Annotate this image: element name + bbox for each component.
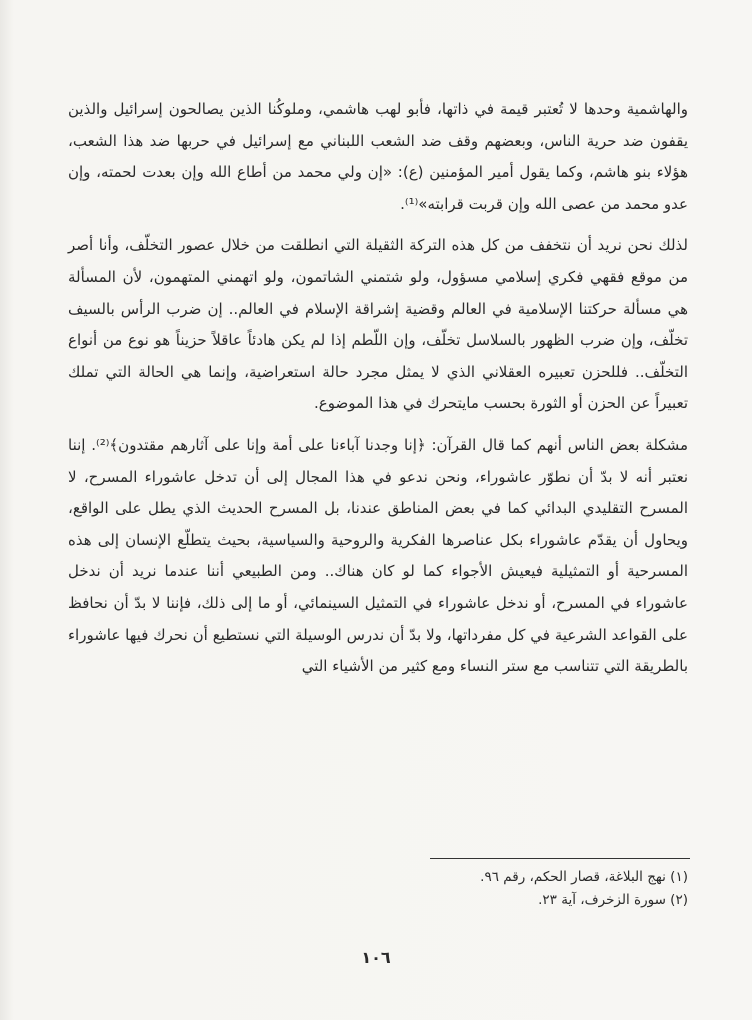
paragraph-3: مشكلة بعض الناس أنهم كما قال القرآن: ﴿إنا وجدنا آباءنا على أمة وإنا على آثارهم مقتدون﴾⁽²⁾. إننا نعتبر أنه لا بدّ أن نطوّر عاشوراء، ونحن ندعو في هذا المجال إلى أن تدخل عاشوراء المسرح، لا المسرح التقليدي البدائي كما في بعض المناطق عندنا، بل المسرح الحديث الذي يطل على الواقع، ويحاول أن يقدّم عاشوراء بكل عناصرها الفكرية والروحية والسياسية، بحيث يتطلّع الإنسان إلى هذه المسرحية أو التمثيلية فيعيش الأجواء كما لو كان هناك.. ومن الطبيعي أننا عندما نريد أن ندخل عاشوراء في المسرح، أو ندخل عاشوراء في التمثيل السينمائي، أو ما إلى ذلك، فإننا لا بدّ أن نحافظ على القواعد الشرعية في كل مفرداتها، ولا بدّ أن ندرس الوسيلة التي نستطيع أن نحرك فيها عاشوراء بالطريقة التي تتناسب مع ستر النساء ومع كثير من الأشياء التي — [68, 435, 688, 676]
footnote-2: (٢) سورة الزخرف، آية ٢٣. — [538, 892, 688, 908]
footnote-1: (١) نهج البلاغة، قصار الحكم، رقم ٩٦. — [480, 869, 688, 885]
paragraph-2: لذلك نحن نريد أن نتخفف من كل هذه التركة الثقيلة التي انطلقت من خلال عصور التخلّف، وأنا أصر من موقع فقهي فكري إسلامي مسؤول، ولو شتمني الشاتمون، ولو اتهمني المتهمون، لأن المسألة هي مسألة حركتنا الإسلامية في العالم وقضية إشراقة الإسلام في العالم.. إن ضرب الرأس بالسيف تخلّف، وإن ضرب الظهور بالسلاسل تخلّف، وإن اللّطم إذا لم يكن هادئاً عاقلاً حزيناً هو نوع من أنواع التخلّف.. فللحزن تعبيره العقلاني الذي لا يمثل مجرد حالة استعراضية، وإنما هي الحالة التي تملك تعبيراً عن الحزن أو الثورة بحسب مايتحرك في هذا الموضوع. — [68, 236, 688, 413]
footnotes — [68, 866, 688, 912]
footnote-separator — [430, 858, 690, 859]
body-text — [68, 94, 688, 683]
paragraph-1: والهاشمية وحدها لا تُعتبر قيمة في ذاتها، فأبو لهب هاشمي، وملوكُنا الذين يصالحون إسرائيل والذين يقفون ضد حرية الناس، وبعضهم وقف ضد الشعب اللبناني مع إسرائيل في حربها ضد هذا الشعب، هؤلاء بنو هاشم، وكما يقول أمير المؤمنين (ع): «إن ولي محمد من أطاع الله وإن بعدت لحمته، وإن عدو محمد من عصى الله وإن قربت قرابته»⁽¹⁾. — [68, 100, 688, 213]
page-number: ١٠٦ — [361, 948, 391, 967]
